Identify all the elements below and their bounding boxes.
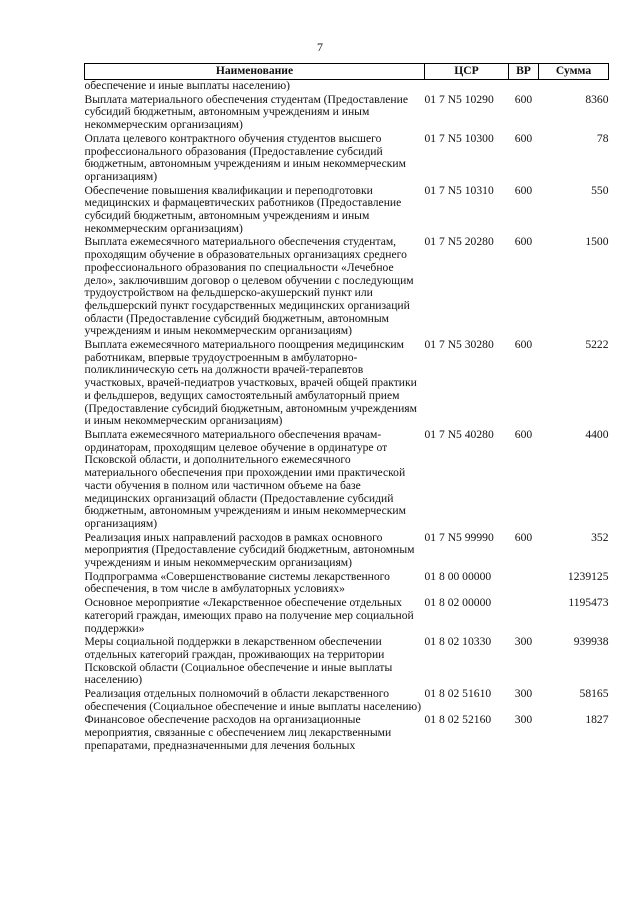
cell-csr: 01 7 N5 99990	[424, 530, 494, 544]
cell-vr: 300	[514, 635, 533, 649]
cell-name: Оплата целевого контрактного обучения студентов высшего профессионального образования (Предоставление субсидий бюджетным, автономным учреждениям и иным некоммерческим организациям)	[84, 131, 406, 183]
header-vr: ВР	[509, 64, 539, 80]
cell-csr: 01 7 N5 10300	[424, 131, 494, 145]
cell-csr: 01 7 N5 10310	[424, 183, 494, 197]
cell-sum: 58165	[579, 687, 609, 701]
cell-csr: 01 8 00 00000	[424, 569, 492, 583]
cell-name: Выплата ежемесячного материального обеспечения врачам-ординаторам, проходящим целевое обучение в ординатуре от Псковской области, и дополнительного ежемесячного материального обеспечения при прохождении ими практической части обучения в полном или частичном объеме на базе медицинских организаций области (Предоставление субсидий бюджетным, автономным учреждениям и иным некоммерческим организациям)	[84, 427, 406, 530]
header-csr: ЦСР	[425, 64, 509, 80]
cell-csr: 01 7 N5 10290	[424, 92, 494, 106]
cell-name: Выплата ежемесячного материального обеспечения студентам, проходящим обучение в образовательных организациях среднего профессионального образования по специальности «Лечебное дело», заключившим договор о целевом обучении с последующим трудоустройством на фельдшерско-акушерский пункт или фельдшерский пункт государственных медицинских организаций области (Предоставление субсидий бюджетным, автономным учреждениям и иным некоммерческим организациям)	[84, 235, 414, 338]
table-row	[85, 532, 609, 571]
table-row	[85, 429, 609, 532]
cell-name: Выплата ежемесячного материального поощрения медицинским работникам, впервые трудоустроенным в амбулаторно-поликлиническую сеть на должности врачей-терапевтов участковых, врачей-педиатров участковых, врачей общей практики и фельдшеров, ведущих самостоятельный амбулаторный прием (Предоставление субсидий бюджетным, автономным учреждениям и иным некоммерческим организациям)	[84, 338, 417, 428]
cell-vr: 600	[514, 338, 533, 352]
cell-vr: 600	[514, 235, 533, 249]
cell-vr: 600	[514, 92, 533, 106]
cell-name: Финансовое обеспечение расходов на организационные мероприятия, связанные с обеспечением лиц лекарственными препаратами, предназначенными для лечения больных	[84, 713, 392, 752]
cell-sum: 1827	[585, 713, 609, 727]
table-row	[85, 185, 609, 237]
table-row	[85, 133, 609, 185]
cell-csr: 01 8 02 52160	[424, 713, 492, 727]
cell-sum: 939938	[573, 635, 609, 649]
cell-sum: 8360	[585, 92, 609, 106]
table-row	[85, 714, 609, 753]
cell-name: Основное мероприятие «Лекарственное обеспечение отдельных категорий граждан, имеющих право на получение мер социальной поддержки»	[84, 596, 414, 635]
cell-vr: 600	[514, 427, 533, 441]
cell-csr: 01 7 N5 40280	[424, 427, 494, 441]
table-row	[85, 571, 609, 597]
budget-table	[84, 63, 609, 754]
cell-sum: 1239125	[567, 569, 609, 583]
cell-name: Подпрограмма «Совершенствование системы лекарственного обеспечения, в том числе в амбулаторных условиях»	[84, 569, 390, 596]
cell-sum: 1500	[585, 235, 609, 249]
cell-csr: 01 8 02 10330	[424, 635, 492, 649]
cell-name: Реализация отдельных полномочий в области лекарственного обеспечения (Социальное обеспечение и иные выплаты населению)	[84, 687, 422, 713]
cell-vr: 300	[514, 713, 533, 727]
table-row	[85, 94, 609, 133]
cell-sum: 4400	[585, 427, 609, 441]
cell-csr: 01 7 N5 20280	[424, 235, 494, 249]
cell-vr: 600	[514, 530, 533, 544]
table-row	[85, 80, 609, 94]
cell-csr: 01 8 02 00000	[424, 596, 492, 610]
table-row	[85, 236, 609, 339]
cell-sum: 550	[591, 183, 609, 197]
cell-vr: 600	[514, 131, 533, 145]
page-number: 7	[317, 40, 323, 54]
cell-csr: 01 8 02 51610	[424, 687, 492, 701]
cell-name: Меры социальной поддержки в лекарственном обеспечении отдельных категорий граждан, проживающих на территории Псковской области (Социальное обеспечение и иные выплаты населению)	[84, 635, 393, 687]
table-row	[85, 636, 609, 688]
cell-sum: 5222	[585, 338, 609, 352]
cell-sum: 78	[596, 131, 609, 145]
cell-name: обеспечение и иные выплаты населению)	[84, 79, 290, 92]
table-body	[85, 80, 609, 754]
table-row	[85, 339, 609, 429]
cell-vr	[509, 597, 539, 636]
cell-vr: 600	[514, 183, 533, 197]
table-header-row	[85, 64, 609, 80]
cell-csr: 01 7 N5 30280	[424, 338, 494, 352]
cell-name: Реализация иных направлений расходов в рамках основного мероприятия (Предоставление субсидий бюджетным, автономным учреждениям и иным некоммерческим организациям)	[84, 530, 415, 570]
cell-name: Выплата материального обеспечения студентам (Предоставление субсидий бюджетным, автономным учреждениям и иным некоммерческим организациям)	[84, 92, 408, 132]
cell-sum: 1195473	[568, 596, 609, 610]
cell-name: Обеспечение повышения квалификации и переподготовки медицинских и фармацевтических работников (Предоставление субсидий бюджетным, автономным учреждениям и иным некоммерческим организациям)	[84, 183, 402, 235]
table-row	[85, 597, 609, 636]
header-name: Наименование	[85, 64, 425, 80]
table-row	[85, 688, 609, 714]
cell-sum	[539, 80, 609, 94]
cell-csr	[425, 80, 509, 94]
cell-vr	[509, 571, 539, 597]
cell-vr	[509, 80, 539, 94]
cell-vr: 300	[514, 687, 533, 701]
header-sum: Сумма	[539, 64, 609, 80]
cell-sum: 352	[591, 530, 609, 544]
